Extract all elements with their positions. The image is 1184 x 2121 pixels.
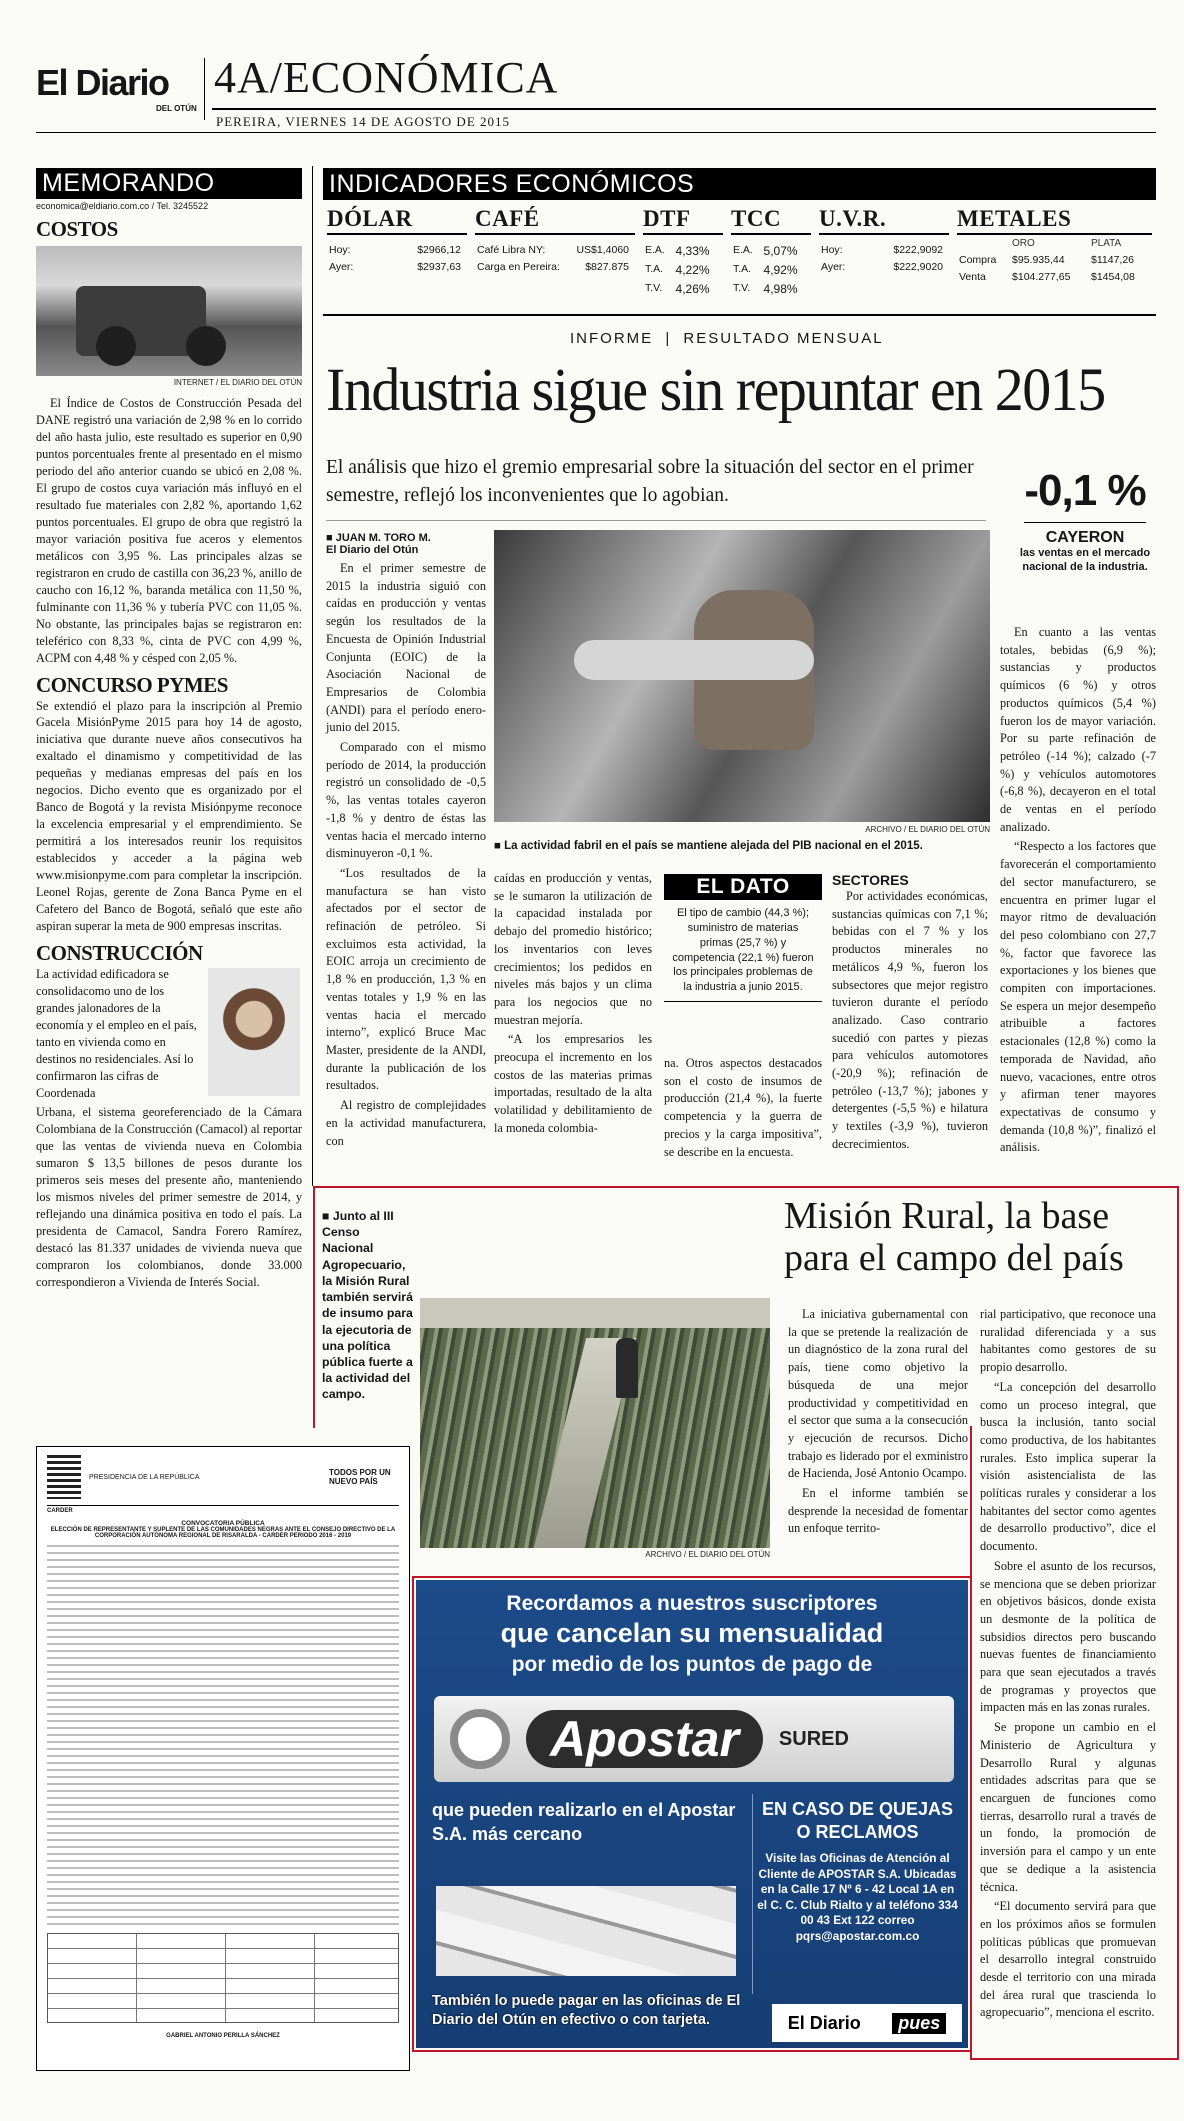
main-col1-p3: “Los resultados de la manufactura se han visto afectados por el sector de refinación de petróleo. Si excluimos esta actividad, la EOIC arroja un crecimiento de 1,8 % en producción, 1,3 % en ventas totales y 1,9 % en las ventas hacia el mercado interno”, explicó Bruce Mac Master, presidente de la ANDI, durante la publicación de los resultados. xyxy=(326,865,486,1093)
main-col-1 xyxy=(326,532,486,1152)
notice-title: CONVOCATORIA PÚBLICA xyxy=(181,1520,265,1527)
main-col1-p1: En el primer semestre de 2015 la industria siguió con caídas en producción y ventas según los resultados de la Encuesta de Opinión Industrial Conjunta (EOIC) de la Asociación Nacional de Empresarios de Colombia (ANDI) para el período enero-junio del 2015. xyxy=(326,561,486,735)
tcc-ea-value: 5,07% xyxy=(763,244,798,258)
byline-name: JUAN M. TORO M. xyxy=(335,532,431,544)
industry-photo xyxy=(494,530,990,822)
construccion-title: CONSTRUCCIÓN xyxy=(36,941,203,966)
uvr-hoy-value: $222,9092 xyxy=(893,244,943,256)
dtf-ea-value: 4,33% xyxy=(675,244,710,258)
venta-label: Venta xyxy=(959,270,986,283)
sectores-title: SECTORES xyxy=(832,872,909,888)
dtf-heading: DTF xyxy=(643,206,723,235)
mision-col2-p2: “La concepción del desarrollo como un proceso integral, que busca la inclusión, tanto social como productiva, de los habitantes rurales. Esto implica superar la visión asistencialista de las políticas rurales y considerar a los habitantes del sector como agentes de desarrollo productivo”, dice el documento. xyxy=(980,1379,1156,1554)
tcc-ta-label: T.A. xyxy=(733,262,752,275)
memorando-contact: economica@eldiario.com.co / Tel. 3245522 xyxy=(36,201,209,211)
tcc-tv-label: T.V. xyxy=(733,281,751,294)
uvr-block xyxy=(819,206,949,276)
quejas-title: EN CASO DE QUEJAS O RECLAMOS xyxy=(761,1799,954,1842)
ad-line-2: que cancelan su mensualidad xyxy=(500,1618,884,1648)
newspaper-stack-image xyxy=(436,1886,736,1976)
slogan-label: TODOS POR UN NUEVO PAÍS xyxy=(329,1468,391,1486)
main-col5-p1: En cuanto a las ventas totales, bebidas (6,9 %); sustancias y productos químicos (6 %) y otros productos químicos (5,4 %) fueron los de mayor variación. Por su parte refinación de petróleo (-14 %); calzado (-7 %) y vehículos automotores (-6,8 %), decayeron en el total de ventas en el período analizado. xyxy=(1000,625,1156,834)
carder-logo-icon xyxy=(47,1455,81,1499)
pymes-text: Se extendió el plazo para la inscripción al Premio Gacela MisiónPyme 2015 para hoy 14 de agosto, iniciativa que durante nueve años consecutivos ha exaltado el dinamismo y competitividad de las pequeñas y medianas empresas del país en los negocios. Dicho evento que es organizado por el Banco de Bogotá y la revista Misiónpyme reconoce la excelencia empresarial y el emprendimiento. Se permitirá a los interesados reunir los requisitos establecidos y acceder a la página web www.misionpyme.com para completar la inscripción. Leonel Rojas, gerente de Zona Banca Pyme en el Cafetero del Banco de Bogotá, señaló que este año aspiran superar la meta de 900 empresas inscritas. xyxy=(36,698,302,934)
footer-logo-diario: El Diario xyxy=(787,2012,861,2033)
main-col-5 xyxy=(1000,624,1156,1159)
kicker-informe: INFORME xyxy=(570,330,654,347)
ad-line-1: Recordamos a nuestros suscriptores xyxy=(506,1592,878,1615)
uvr-ayer-value: $222,9020 xyxy=(893,260,943,273)
costos-photo xyxy=(36,246,302,376)
main-col-4 xyxy=(832,872,988,1156)
mision-col-2 xyxy=(980,1306,1156,2024)
main-col5-p2: “Respecto a los factores que favorecerán el comportamiento del sector manufacturero, se encuentra en primer lugar el mayor ritmo de devaluación del peso colombiano con 27,7 %, factor que favorece las exportaciones y los bienes que compiten con importaciones. Se espera un mejor desempeño atribuible a factores estacionales (12,8 %) como la temporada de Navidad, año nuevo, vacaciones, entre otros y afirman tener mayores expectativas de consumo y demanda (10,8 %)”, finalizó el análisis. xyxy=(1000,839,1156,1155)
plata-venta: $1454,08 xyxy=(1091,270,1135,283)
mision-col-1 xyxy=(788,1306,968,1540)
metales-heading: METALES xyxy=(957,206,1152,235)
el-dato-box xyxy=(664,874,822,1002)
dtf-ta-value: 4,22% xyxy=(675,262,710,277)
main-col3-p: na. Otros aspectos destacados son el costo de insumos de producción (21,4 %), la fuerte competencia y la guerra de precios y la carga impositiva”, se describe en la encuesta. xyxy=(664,1056,822,1159)
notice-body: ELECCIÓN DE REPRESENTANTE Y SUPLENTE DE LAS COMUNIDADES NEGRAS ANTE EL CONSEJO DIRECTIVO DE LA CORPORACIÓN AUTÓNOMA REGIONAL DE RISARALDA - CARDER PERIODO 2016 - 2019 xyxy=(50,1527,396,1539)
masthead-logo-sub: DEL OTÚN xyxy=(156,104,197,113)
masthead-logo: El Diario xyxy=(36,62,169,103)
costos-title: COSTOS xyxy=(36,217,118,241)
industry-photo-credit: ARCHIVO / EL DIARIO DEL OTÚN xyxy=(865,825,990,834)
main-deck-rule xyxy=(326,520,986,521)
cafe-ny-value: US$1,4060 xyxy=(576,244,629,256)
dtf-block xyxy=(643,206,723,299)
mision-col1-p2: En el informe también se desprende la necesidad de fomentar un enfoque territo- xyxy=(788,1486,968,1536)
apostar-logo-icon xyxy=(450,1709,510,1769)
mision-headline: Misión Rural, la base para el campo del país xyxy=(784,1195,1124,1279)
apostar-logo-band xyxy=(434,1696,954,1782)
tcc-ea-label: E.A. xyxy=(733,244,753,256)
masthead-rule-bottom xyxy=(36,132,1156,133)
byline: ■ JUAN M. TORO M. xyxy=(326,532,431,544)
sured-brand: SURED xyxy=(778,1727,849,1750)
dtf-tv-label: T.V. xyxy=(645,281,663,294)
construccion-text-b: Urbana, el sistema georeferenciado de la Cámara Colombiana de la Construcción (Camacol) al reportar que las ventas de vivienda nueva en Colombia sumaron $ 13,5 billones de pesos durante los primeros seis meses del presente año, manteniendo los mismos niveles del primer semestre de 2014, y reflejando una dinámica positiva en todo el país. La presidenta de Camacol, Sandra Forero Ramírez, destacó las 81.337 unidades de vivienda nueva que compraron los colombianos, donde 33.000 correspondieron a Vivienda de Interés Social. xyxy=(36,1104,302,1289)
mision-lead: ■ Junto al III Censo Nacional Agropecuario, la Misión Rural también servirá de insumo para la ejecutoria de una política pública fuerte a la actividad del campo. xyxy=(322,1209,413,1402)
main-deck: El análisis que hizo el gremio empresarial sobre la situación del sector en el primer semestre, reflejó los inconvenientes que lo agobian. xyxy=(326,457,974,507)
el-dato-title: EL DATO xyxy=(664,874,822,900)
mision-col1-p1: La iniciativa gubernamental con la que se pretende la realización de un diagnóstico de la zona rural del país, tiene como objetivo la búsqueda de una mejor productividad y competitividad en el sector que suma a la consecución y ejecución de recursos. Dicho trabajo es liderado por el exministro de Hacienda, José Antonio Ocampo. xyxy=(788,1307,968,1481)
memorando-column xyxy=(36,168,302,1292)
kicker: INFORME | RESULTADO MENSUAL xyxy=(570,330,884,347)
stat-box xyxy=(1014,466,1156,575)
ad-bottom: También lo puede pagar en las oficinas de El Diario del Otún en efectivo o con tarjeta. xyxy=(432,1993,741,2028)
ad-line-3: por medio de los puntos de pago de xyxy=(511,1653,873,1676)
mision-col2-p1: rial participativo, que reconoce una ruralidad diferenciada y a sus habitantes como gestores de su propio desarrollo. xyxy=(980,1307,1156,1375)
plata-compra: $1147,26 xyxy=(1091,254,1135,266)
rural-photo xyxy=(420,1298,770,1548)
mision-col2-p3: Sobre el asunto de los recursos, se menciona que se deben priorizar en objetivos básicos, donde exista un desmonte de la política de subsidios directos pero buscando nuevas fuentes de financiamiento para que sean ejecutados a través de programas y proyectos que impacten más en las zonas rurales. xyxy=(980,1558,1156,1715)
main-col-3-end xyxy=(664,1055,822,1163)
pymes-title: CONCURSO PYMES xyxy=(36,672,228,697)
oro-compra: $95.935,44 xyxy=(1012,254,1065,266)
dateline: PEREIRA, VIERNES 14 DE AGOSTO DE 2015 xyxy=(216,114,511,129)
footer-logo-pues: pues xyxy=(892,2013,946,2034)
indicadores-box xyxy=(323,168,1156,316)
ad-sub: que pueden realizarlo en el Apostar S.A. más cercano xyxy=(432,1800,736,1845)
main-col1-p2: Comparado con el mismo período de 2014, la producción registró un consolidado de -0,5 %, las ventas totales cayeron -1,8 % y dentro de éstas las ventas hacia el mercado interno disminuyeron -0,1 %. xyxy=(326,740,486,861)
carder-notice xyxy=(36,1446,410,2071)
compra-label: Compra xyxy=(959,254,997,266)
mision-lead-text: Junto al III Censo Nacional Agropecuario, la Misión Rural también servirá de insumo para la ejecutoria de una política pública fuerte a la actividad del campo. xyxy=(322,1209,413,1402)
industry-photo-caption: ■ La actividad fabril en el país se mantiene alejada del PIB nacional en el 2015. xyxy=(494,840,923,852)
byline-org: El Diario del Otún xyxy=(326,544,419,556)
cafe-heading: CAFÉ xyxy=(475,206,635,235)
camacol-portrait xyxy=(208,968,300,1096)
main-col-2 xyxy=(494,870,652,1140)
dtf-ta-label: T.A. xyxy=(645,262,664,275)
dolar-ayer-label: Ayer: xyxy=(329,260,354,273)
cafe-pereira-value: $827.875 xyxy=(585,260,629,273)
section-title: 4A/ECONÓMICA xyxy=(214,53,559,102)
ad-footer-logos xyxy=(772,2004,962,2042)
caption-text: La actividad fabril en el país se mantiene alejada del PIB nacional en el 2015. xyxy=(504,840,923,852)
cafe-block xyxy=(475,206,635,276)
masthead-rule xyxy=(212,108,1156,110)
quejas-body: Visite las Oficinas de Atención al Cliente de APOSTAR S.A. Ubicadas en la Calle 17 Nº 6 - 42 Local 1A en el C. C. Club Rialto y al teléfono 334 00 43 Ext 122 correo pqrs@apostar.com.co xyxy=(757,1851,958,1943)
mision-col2-p5: “El documento servirá para que en los próximos años se formulen políticas públicas que promuevan el desarrollo integral construido desde el territorio con una mirada del área rural que trascienda lo agropecuario”, menciona el escrito. xyxy=(980,1899,1156,2020)
main-col2-p1: caídas en producción y ventas, se le sumaron la utilización de la capacidad instalada por debajo del promedio histórico; los inventarios con leves crecimientos; los pedidos en niveles más bajos y un clima para los negocios que no muestran mejoría. xyxy=(494,871,652,1027)
dolar-block xyxy=(327,206,467,276)
main-col4-p1: Por actividades económicas, sustancias químicas con 7,1 %; bebidas con el 7 % y los productos minerales no metálicos 4,9 %, fueron los subsectores que mejor registro tuvieron durante el período analizado. Caso contrario sucedió con partes y piezas para vehículos automotores (-20,9 %); refinación de petróleo (-13,7 %); jabones y detergentes (-5,5 %) e hilatura y textiles (-3,9 %), tuvieron decrecimientos. xyxy=(832,889,988,1151)
costos-photo-credit: INTERNET / EL DIARIO DEL OTÚN xyxy=(173,378,302,387)
dolar-heading: DÓLAR xyxy=(327,206,467,235)
tcc-tv-value: 4,98% xyxy=(763,281,798,296)
tcc-heading: TCC xyxy=(731,206,811,235)
rural-photo-credit: ARCHIVO / EL DIARIO DEL OTÚN xyxy=(645,1550,770,1559)
mision-col2-p4: Se propone un cambio en el Ministerio de Agricultura y Desarrollo Rural y algunas entidades adscritas para que se encarguen de funciones como tierras, desarrollo rural a través de un fondo, la promoción de inversión para el campo y un ente que se dedique a la asistencia técnica. xyxy=(980,1720,1156,1894)
notice-signature: GABRIEL ANTONIO PERILLA SÁNCHEZ xyxy=(166,2033,280,2039)
memorando-title: MEMORANDO xyxy=(36,168,302,199)
notice-fine-print xyxy=(47,1545,399,1925)
apostar-brand: Apostar xyxy=(526,1710,763,1768)
stat-label: CAYERON xyxy=(1045,529,1125,546)
carder-logo-text: CARDER xyxy=(47,1508,73,1514)
cafe-pereira-label: Carga en Pereira: xyxy=(477,260,560,273)
dolar-hoy-label: Hoy: xyxy=(329,244,351,256)
main-col1-p4: Al registro de complejidades en la actividad manufacturera, con xyxy=(326,1098,486,1148)
dtf-ea-label: E.A. xyxy=(645,244,665,256)
cafe-ny-label: Café Libra NY: xyxy=(477,244,546,256)
el-dato-text: El tipo de cambio (44,3 %); suministro de materias primas (25,7 %) y competencia (22,1 %) fueron los principales problemas de la industria a junio 2015. xyxy=(664,900,822,1002)
gov-label: PRESIDENCIA DE LA REPÚBLICA xyxy=(89,1473,200,1481)
plata-label: PLATA xyxy=(1091,238,1122,249)
main-headline: Industria sigue sin repuntar en 2015 xyxy=(326,355,1105,424)
tcc-ta-value: 4,92% xyxy=(763,262,798,277)
construccion-text-a: La actividad edificadora se consolidacomo uno de los grandes jalonadores de la economía y el empleo en el país, tanto en vivienda como en destinos no residenciales. Así lo confirmaron las cifras de Coordenada xyxy=(36,967,197,1100)
indicadores-title: INDICADORES ECONÓMICOS xyxy=(323,168,1156,200)
stat-value: -0,1 % xyxy=(1024,466,1146,515)
notice-table xyxy=(47,1933,399,2023)
uvr-hoy-label: Hoy: xyxy=(821,244,843,256)
kicker-resultado: RESULTADO MENSUAL xyxy=(683,330,884,347)
column-divider xyxy=(312,166,313,1186)
tcc-block xyxy=(731,206,811,299)
quejas-box xyxy=(752,1794,962,1994)
stat-desc: las ventas en el mercado nacional de la industria. xyxy=(1019,547,1151,573)
masthead-divider xyxy=(204,58,205,120)
uvr-heading: U.V.R. xyxy=(819,206,949,235)
uvr-ayer-label: Ayer: xyxy=(821,260,846,273)
metales-block xyxy=(957,206,1152,286)
dolar-hoy-value: $2966,12 xyxy=(417,244,461,256)
oro-label: ORO xyxy=(1012,238,1035,249)
dolar-ayer-value: $2937,63 xyxy=(417,260,461,273)
apostar-ad xyxy=(416,1580,968,2048)
oro-venta: $104.277,65 xyxy=(1012,270,1071,283)
main-col2-p2: “A los empresarios les preocupa el incremento en los costos de las materias primas importadas, resultado de la alta volatilidad y debilitamiento de la moneda colombia- xyxy=(494,1032,652,1135)
dtf-tv-value: 4,26% xyxy=(675,281,710,296)
costos-text: El Índice de Costos de Construcción Pesada del DANE registró una variación de 2,98 % en lo corrido del año hasta julio, este resultado es superior en 0,90 puntos porcentuales frente al presentado en el mismo periodo del año anterior cuando se ubicó en 2,08 %. El grupo de costos cuya variación más influyó en el resultado fue materiales con 2,82 %, aportando 1,62 puntos porcentuales. El grupo de obra que registró la mayor variación positiva fue aceros y elementos metálicos con 3,95 %. Las principales alzas se registraron en crudo de castilla con 36,23 %, anillo de caucho con 16,12 %, baranda metálica con 11,50 %, fulminante con 11,36 % y tubería PVC con 11,05 %. No obstante, las principales bajas se registraron en: teleférico con 8,33 %, cinta de PVC con 4,99 %, ACPM con 4,48 % y césped con 2,05 %. xyxy=(36,396,302,665)
masthead xyxy=(36,28,1156,138)
